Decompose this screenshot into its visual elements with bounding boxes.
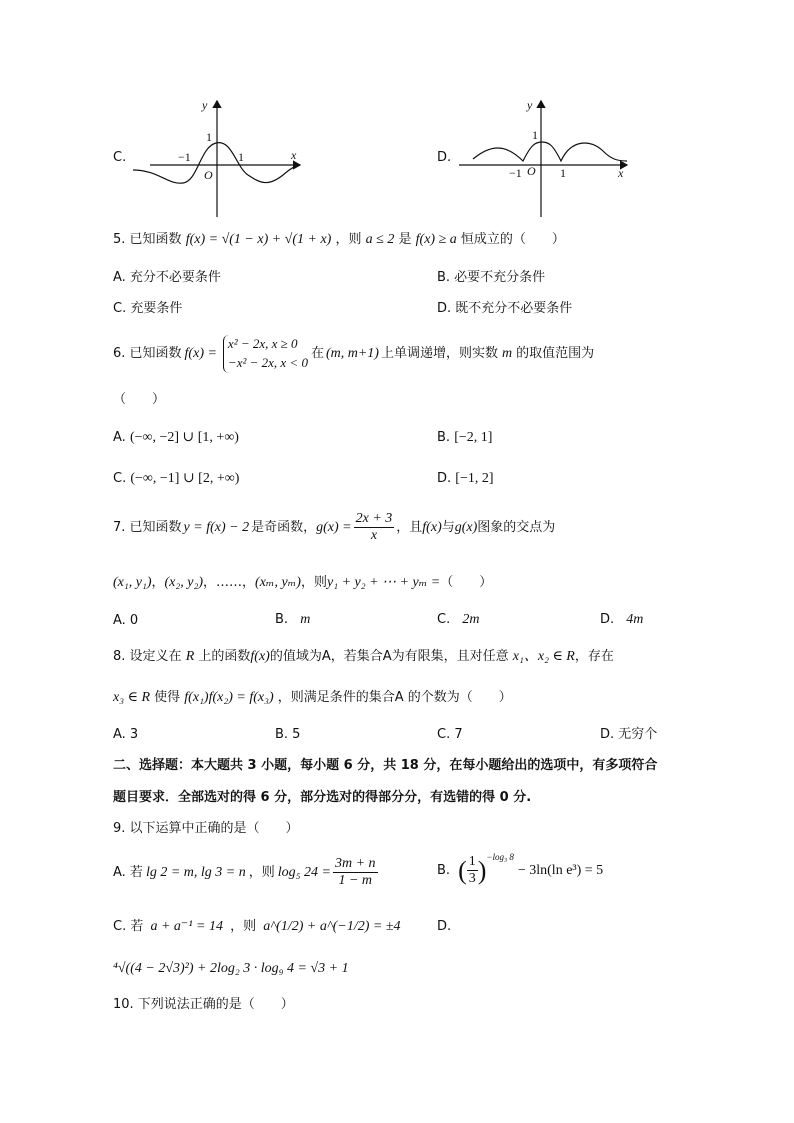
label-neg-one: −1 — [178, 150, 191, 164]
q8-stem-line2: x₃ ∈ R 使得 f(x₁)f(x₂) = f(x₃) ，则满足条件的集合A 的个数为（ ） — [113, 690, 512, 705]
label-one: 1 — [206, 130, 212, 144]
label-pos-one: 1 — [560, 166, 566, 180]
q7-option-d[interactable]: D. 4m — [600, 612, 644, 627]
q7-points: (x₁, y₁)，(x₂, y₂)，……，(xₘ, yₘ)，则y₁ + y₂ + ⋯ + yₘ =（ ） — [113, 575, 493, 590]
q6-answer-paren: （ ） — [113, 392, 166, 407]
label-y: y — [202, 98, 208, 112]
q5-stem: 5. 已知函数 f(x) = √(1 − x) + √(1 + x) ，则 a ≤ 2 是 f(x) ≥ a 恒成立的（ ） — [113, 232, 565, 247]
q6-option-a[interactable]: A. (−∞, −2] ∪ [1, +∞) — [113, 430, 239, 445]
q7-fraction: $\frac{2x + 3}{x}$ — [355, 511, 393, 543]
q8-option-c[interactable]: C. 7 — [437, 727, 463, 742]
q4-option-d-label[interactable]: D. — [437, 150, 452, 165]
q10-stem: 10. 下列说法正确的是（ ） — [113, 997, 294, 1012]
label-one: 1 — [532, 128, 538, 142]
q8-option-b[interactable]: B. 5 — [275, 727, 301, 742]
q9-stem: 9. 以下运算中正确的是（ ） — [113, 821, 299, 836]
q7-option-c[interactable]: C. 2m — [437, 612, 480, 627]
q6-option-b[interactable]: B. [−2, 1] — [437, 430, 493, 445]
q9-option-b[interactable]: B. ( $\frac{1}{3}$ ) −log₃ 8 − 3ln(ln e³) = 5 — [437, 852, 604, 886]
q9-option-d-expr: ⁴√((4 − 2√3)²) + 2log₂ 3 · log₉ 4 = √3 + 1 — [113, 961, 349, 976]
q5-option-a[interactable]: A. 充分不必要条件 — [113, 270, 221, 285]
label-neg-one: −1 — [509, 166, 522, 180]
q8-stem-line1: 8. 设定义在 R 上的函数f(x)的值域为A，若集合A为有限集，且对任意 x₁、x₂ ∈ R，存在 — [113, 649, 614, 664]
q6-option-c[interactable]: C. (−∞, −1] ∪ [2, +∞) — [113, 471, 240, 486]
q7-option-b[interactable]: B. m — [275, 612, 311, 627]
label-x: x — [291, 148, 297, 162]
q4-graph-c — [128, 95, 308, 220]
q7-option-a[interactable]: A. 0 — [113, 613, 139, 628]
q6-option-d[interactable]: D. [−1, 2] — [437, 471, 494, 486]
label-pos-one: 1 — [238, 150, 244, 164]
q5-option-b[interactable]: B. 必要不充分条件 — [437, 270, 546, 285]
q9-option-c[interactable]: C. 若 a + a⁻¹ = 14 ，则 a^(1/2) + a^(−1/2) = ±4 — [113, 919, 401, 934]
q5-num: 5. 已知函数 — [113, 232, 182, 247]
section2-heading-line1: 二、选择题：本大题共 3 小题，每小题 6 分，共 18 分，在每小题给出的选项中，有多项符合 — [113, 758, 658, 773]
q5-func: f(x) = √(1 − x) + √(1 + x) — [185, 232, 332, 247]
q8-option-d[interactable]: D. 无穷个 — [600, 727, 658, 742]
q7-stem: 7. 已知函数 y = f(x) − 2 是奇函数， g(x) = $\frac{2x + 3}{x}$ ，且 f(x) 与 g(x) 图象的交点为 — [113, 511, 556, 543]
q6-piecewise: x² − 2x, x ≥ 0 −x² − 2x, x < 0 — [223, 335, 308, 373]
label-x: x — [618, 166, 624, 180]
curve-d — [473, 142, 627, 161]
q4-option-c-label[interactable]: C. — [113, 150, 127, 165]
q4-graph-d — [455, 95, 635, 220]
label-origin: O — [204, 168, 213, 182]
q9-option-a[interactable]: A. 若 lg 2 = m, lg 3 = n ，则 log₅ 24 = $\frac{3m + n}{1 - m}$ — [113, 856, 376, 888]
label-origin: O — [527, 164, 536, 178]
q8-option-a[interactable]: A. 3 — [113, 727, 139, 742]
q9-option-d-label[interactable]: D. — [437, 919, 452, 934]
q5-option-d[interactable]: D. 既不充分不必要条件 — [437, 301, 573, 316]
q5-option-c[interactable]: C. 充要条件 — [113, 301, 183, 316]
label-y: y — [527, 98, 533, 112]
section2-heading-line2: 题目要求．全部选对的得 6 分，部分选对的得部分分，有选错的得 0 分. — [113, 790, 532, 805]
q6-stem: 6. 已知函数 f(x) = x² − 2x, x ≥ 0 −x² − 2x, x < 0 在 (m, m+1) 上单调递增，则实数 m 的取值范围为 — [113, 335, 594, 373]
